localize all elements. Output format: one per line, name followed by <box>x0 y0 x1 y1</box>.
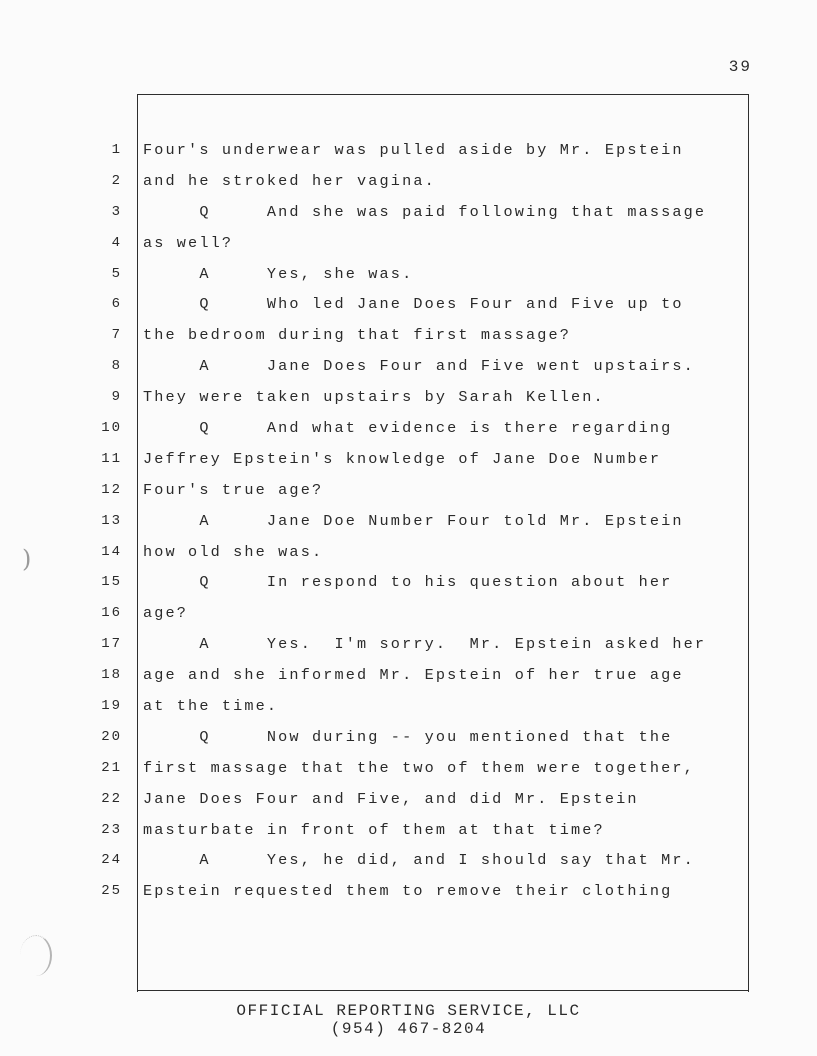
footer-phone: (954) 467-8204 <box>330 1020 487 1038</box>
line-number: 2 <box>111 172 122 189</box>
line-number: 5 <box>111 265 122 282</box>
transcript-line <box>70 139 742 170</box>
line-text: Q Now during -- you mentioned that the <box>143 727 673 746</box>
line-text: Four's underwear was pulled aside by Mr. Epstein <box>143 141 684 159</box>
line-number: 23 <box>101 821 122 838</box>
transcript-line <box>70 479 742 510</box>
line-text: Jeffrey Epstein's knowledge of Jane Doe Number <box>143 449 662 468</box>
transcript-line <box>70 788 742 819</box>
line-number: 6 <box>111 296 122 313</box>
line-number: 25 <box>101 883 122 900</box>
line-number: 21 <box>101 759 122 776</box>
line-text: first massage that the two of them were together, <box>143 758 695 777</box>
frame-right-border <box>748 94 749 992</box>
transcript-line <box>70 386 742 417</box>
line-number: 12 <box>101 481 122 498</box>
line-text: Q Who led Jane Does Four and Five up to <box>143 295 684 314</box>
line-number: 17 <box>101 636 122 653</box>
transcript-line <box>70 324 742 355</box>
hole-punch-icon <box>20 935 52 976</box>
line-text: Epstein requested them to remove their clothing <box>143 882 673 901</box>
line-number: 10 <box>101 420 122 437</box>
frame-bottom-border <box>137 990 749 991</box>
line-text: Q And she was paid following that massage <box>143 202 707 221</box>
line-number: 24 <box>101 852 122 869</box>
line-text: A Yes, she was. <box>143 264 414 283</box>
transcript-line <box>70 170 742 201</box>
transcript-line <box>70 355 742 386</box>
line-text: A Jane Doe Number Four told Mr. Epstein <box>143 511 684 530</box>
scan-mark-icon: ) <box>22 545 32 573</box>
transcript-line <box>70 201 742 232</box>
transcript-line <box>70 819 742 850</box>
line-number: 11 <box>101 450 122 467</box>
line-text: at the time. <box>143 697 279 716</box>
transcript-line <box>70 510 742 541</box>
line-number: 20 <box>101 728 122 745</box>
frame-top-border <box>137 94 749 95</box>
line-text: A Yes, he did, and I should say that Mr. <box>143 851 695 870</box>
transcript-line <box>70 664 742 695</box>
transcript-line <box>70 263 742 294</box>
line-number: 18 <box>101 667 122 684</box>
transcript-line <box>70 880 742 911</box>
transcript-line <box>70 417 742 448</box>
transcript-line <box>70 232 742 263</box>
transcript-line <box>70 448 742 479</box>
line-text: They were taken upstairs by Sarah Kellen. <box>143 388 605 407</box>
line-text: age and she informed Mr. Epstein of her true age <box>143 666 684 685</box>
line-number: 15 <box>101 574 122 591</box>
line-number: 3 <box>111 203 122 220</box>
transcript-lines <box>70 139 742 911</box>
transcript-line <box>70 602 742 633</box>
transcript-line <box>70 633 742 664</box>
line-number: 13 <box>101 512 122 529</box>
line-text: Jane Does Four and Five, and did Mr. Epstein <box>143 789 639 808</box>
line-text: Q And what evidence is there regarding <box>143 419 673 438</box>
footer-company: OFFICIAL REPORTING SERVICE, LLC <box>236 1002 581 1020</box>
line-number: 7 <box>111 327 122 344</box>
line-text: as well? <box>143 233 234 252</box>
line-number: 1 <box>111 142 122 158</box>
line-text: and he stroked her vagina. <box>143 171 436 190</box>
transcript-line <box>70 571 742 602</box>
page-number: 39 <box>728 58 752 76</box>
transcript-line <box>70 541 742 572</box>
line-number: 8 <box>111 358 122 375</box>
line-number: 9 <box>111 389 122 406</box>
line-number: 4 <box>111 234 122 251</box>
transcript-line <box>70 849 742 880</box>
line-number: 14 <box>101 543 122 560</box>
line-text: Q In respond to his question about her <box>143 573 673 592</box>
transcript-line <box>70 695 742 726</box>
line-text: A Jane Does Four and Five went upstairs. <box>143 357 695 376</box>
line-text: how old she was. <box>143 542 324 561</box>
transcript-line <box>70 726 742 757</box>
line-text: Four's true age? <box>143 480 324 499</box>
line-text: age? <box>143 604 189 623</box>
line-number: 19 <box>101 698 122 715</box>
line-text: A Yes. I'm sorry. Mr. Epstein asked her <box>143 635 707 654</box>
transcript-line <box>70 757 742 788</box>
line-number: 22 <box>101 790 122 807</box>
line-number: 16 <box>101 605 122 622</box>
line-text: masturbate in front of them at that time? <box>143 820 605 839</box>
transcript-line <box>70 293 742 324</box>
line-text: the bedroom during that first massage? <box>143 326 572 345</box>
